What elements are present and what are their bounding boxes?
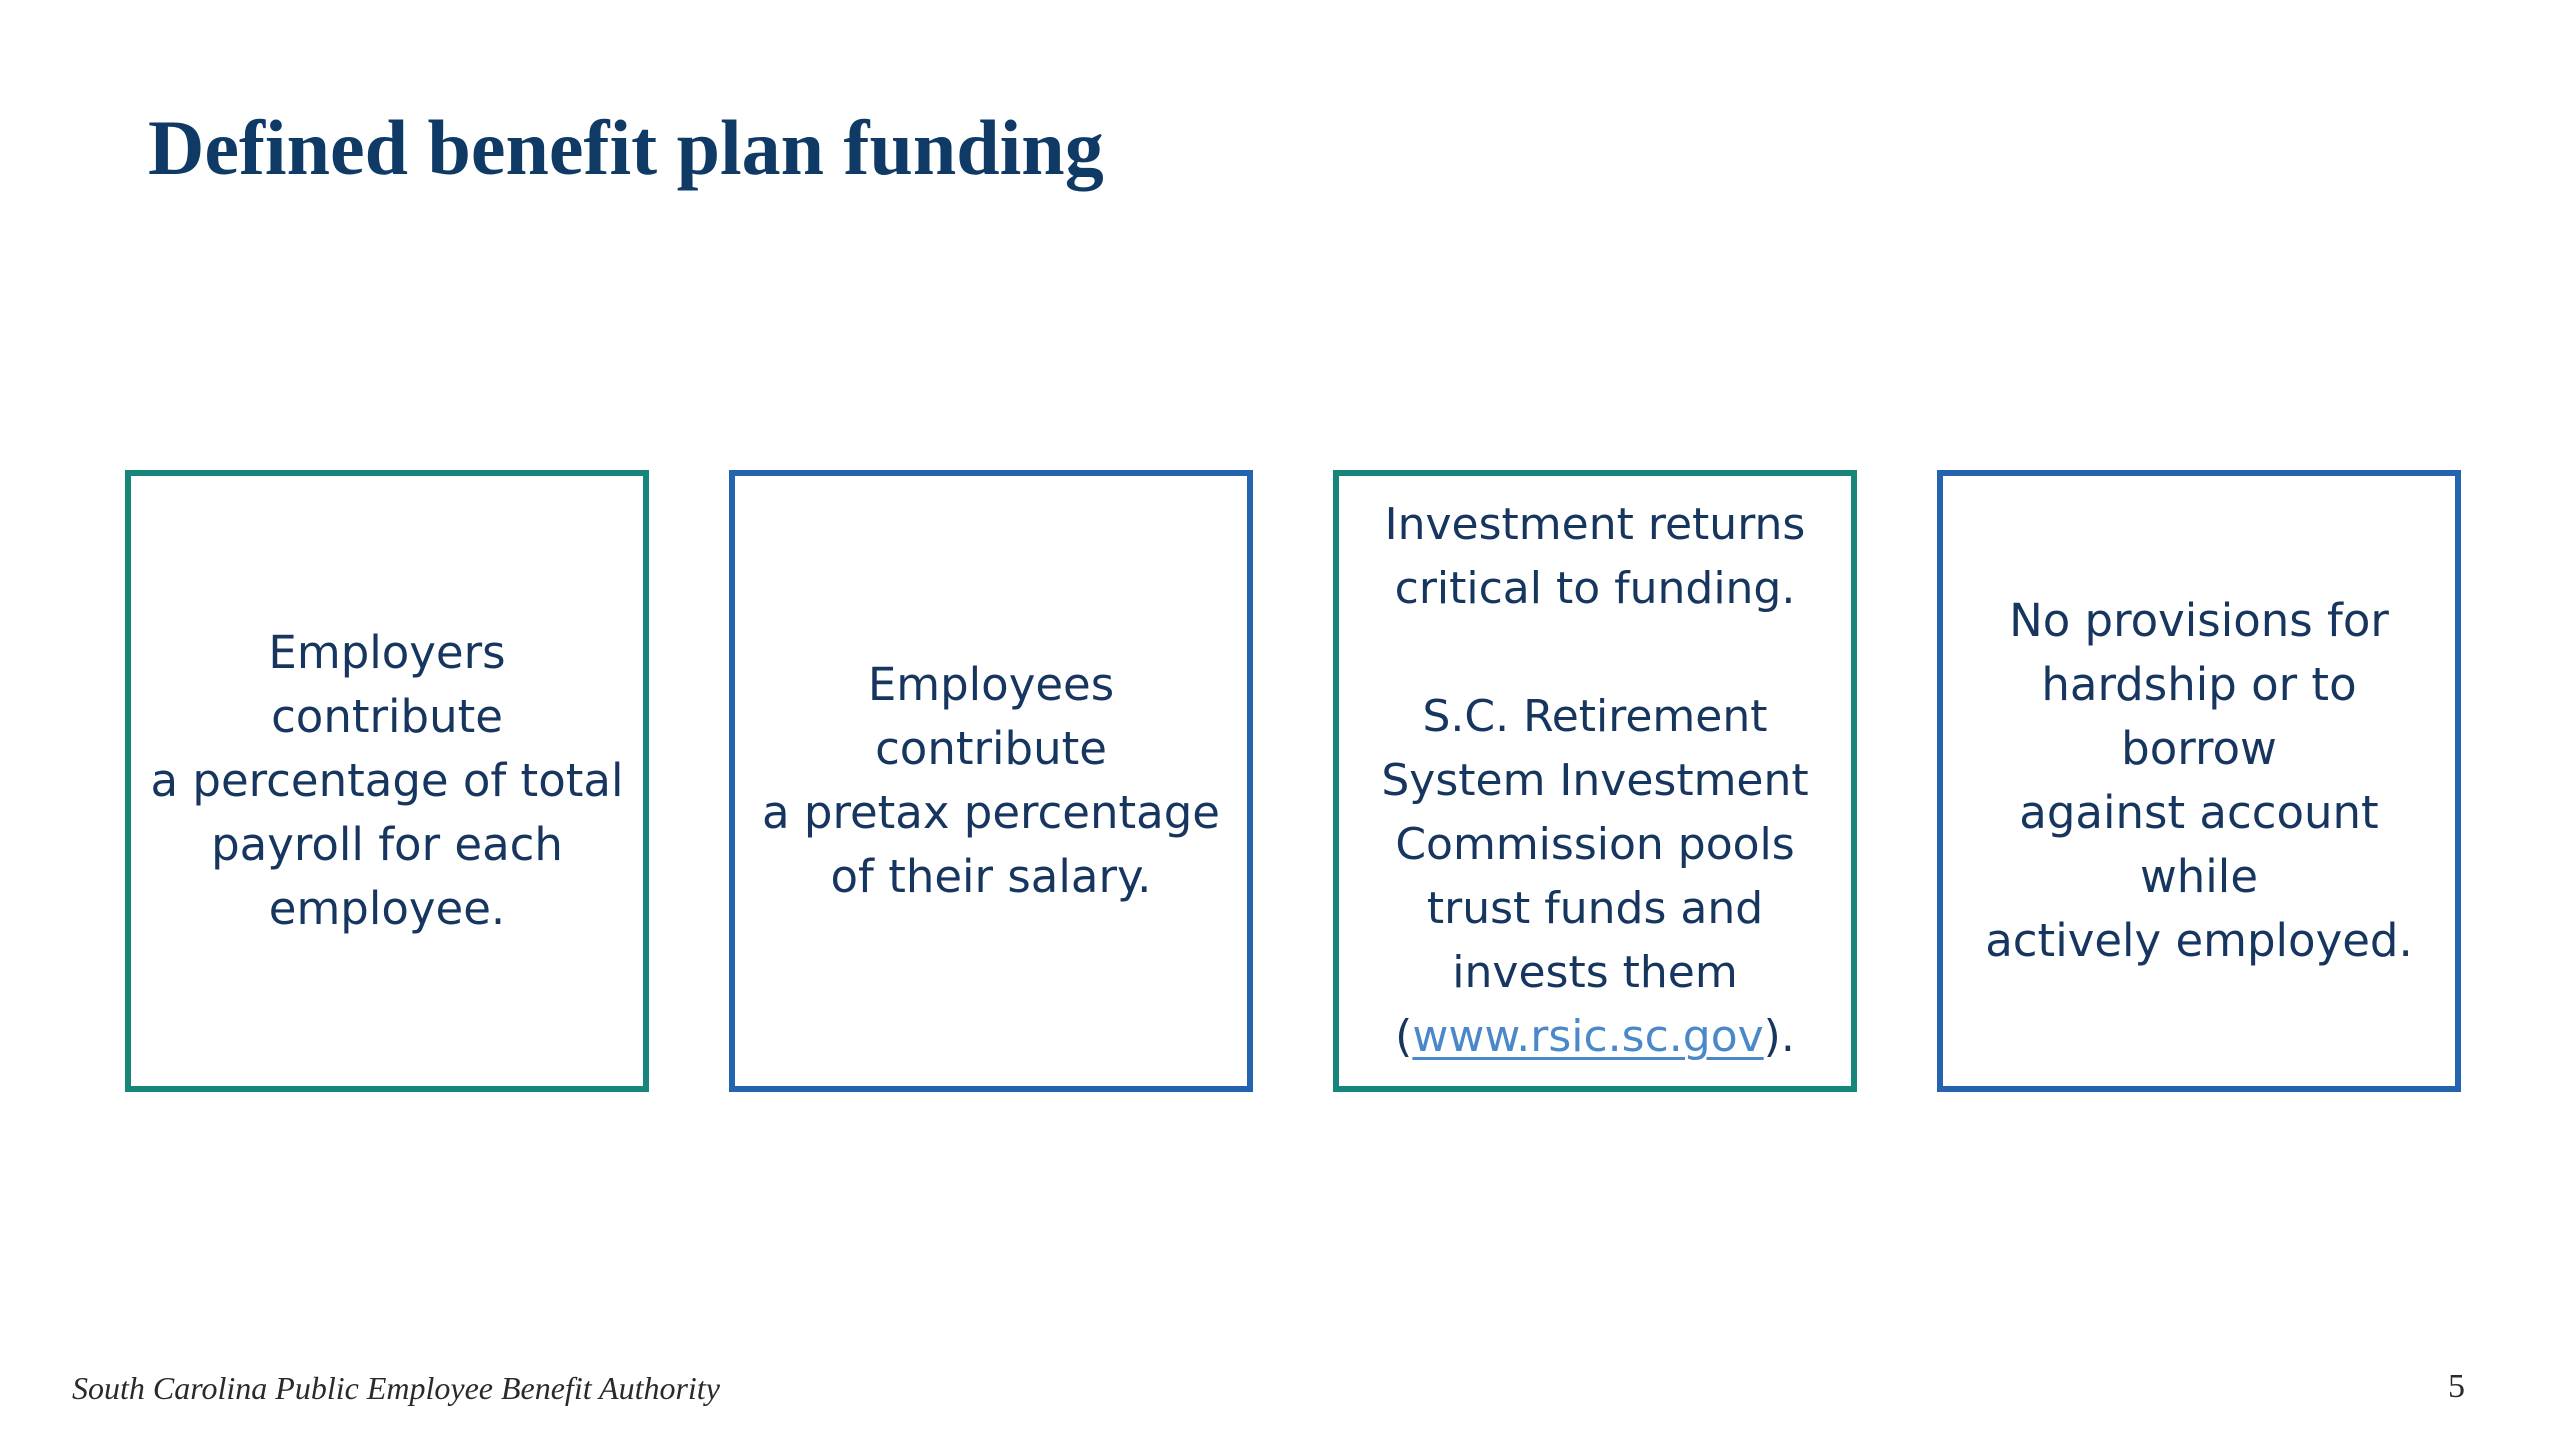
- card-no-provisions: [1937, 470, 2461, 1092]
- card-employee-contribution: [729, 470, 1253, 1092]
- card-investment-returns-text: [1355, 493, 1835, 1069]
- footer-organization: South Carolina Public Employee Benefit Authority: [72, 1370, 720, 1406]
- slide-title: Defined benefit plan funding: [148, 104, 1104, 191]
- card-investment-returns-text-before: Investment returns critical to funding. S.C. Retirement System Investment Commission pools trust funds and invests them (: [1381, 499, 1809, 1062]
- card-employer-contribution-text: Employers contribute a percentage of total payroll for each employee.: [150, 626, 624, 935]
- card-row: [125, 470, 2465, 1098]
- card-no-provisions-text: No provisions for hardship or to borrow against account while actively employed.: [1985, 594, 2413, 967]
- page-number: 5: [2448, 1368, 2465, 1405]
- card-employer-contribution: [125, 470, 649, 1092]
- card-investment-returns-text-after: ).: [1763, 1011, 1795, 1062]
- card-investment-returns: [1333, 470, 1857, 1092]
- card-employee-contribution-text: Employees contribute a pretax percentage of their salary.: [762, 658, 1220, 903]
- rsic-link[interactable]: www.rsic.sc.gov: [1412, 1011, 1764, 1062]
